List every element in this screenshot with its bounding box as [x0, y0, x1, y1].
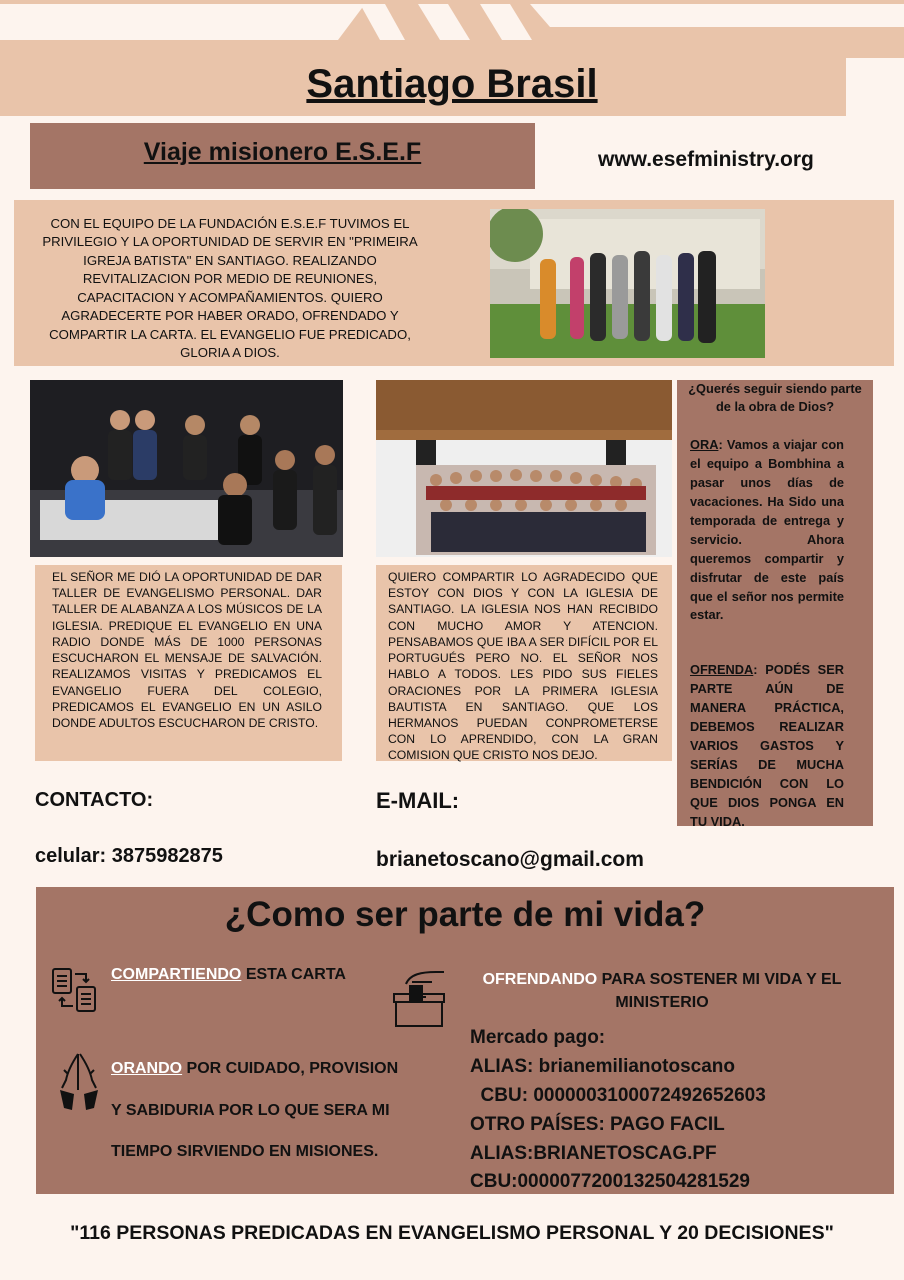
donate-text: PARA SOSTENER MI VIDA Y EL MINISTERIO [597, 971, 842, 1012]
support-title: ¿Como ser parte de mi vida? [224, 895, 706, 934]
pray-label: ORANDO [111, 1060, 183, 1077]
phone-number[interactable]: celular: 3875982875 [35, 845, 223, 867]
praying-hands-icon [56, 1050, 102, 1112]
radio-studio-photo [30, 380, 343, 557]
share-label: COMPARTIENDO [111, 966, 242, 983]
payment-details: Mercado pago: ALIAS: brianemilianotoscano CBU: 0000003100072492652603 OTRO PAÍSES: PAGO FACIL ALIAS:BRIANETOSCAG.PF CBU:0000077200132504281529 [470, 1027, 766, 1193]
ora-label: ORA [690, 437, 719, 452]
church-group-photo [376, 380, 672, 557]
support-pray [111, 1048, 411, 1173]
ofrenda-text: : PODÉS SER PARTE AÚN DE MANERA PRÁCTICA, DEBEMOS REALIZAR VARIOS GASTOS Y SERÍAS DE MUCHA BENDICIÓN CON LO QUE DIOS PONGA EN TU VIDA. [690, 662, 844, 829]
email-address[interactable]: brianetoscano@gmail.com [376, 848, 644, 871]
results-quote: "116 PERSONAS PREDICADAS EN EVANGELISMO PERSONAL Y 20 DECISIONES" [70, 1222, 834, 1244]
ministry-report-text: EL SEÑOR ME DIÓ LA OPORTUNIDAD DE DAR TALLER DE EVANGELISMO PERSONAL. DAR TALLER DE ALABANZA A LOS MÚSICOS DE LA IGLESIA. PREDIQUE EL EVANGELIO EN UNA RADIO DONDE MÁS DE 1000 PERSONAS ESCUCHARON EL MENSAJE DE SALVACIÓN. REALIZAMOS VISITAS Y PREDICAMOS EL EVANGELIO FUERA DEL COLEGIO, PREDICAMOS EL EVANGELIO EN UN ASILO DONDE ADULTOS ESCUCHARON DE CRISTO. [52, 570, 322, 730]
page-title: Santiago Brasil [306, 62, 598, 106]
pray-text: POR CUIDADO, PROVISION Y SABIDURIA POR LO QUE SERA MI TIEMPO SIRVIENDO EN MISIONES. [111, 1060, 399, 1161]
share-text: ESTA CARTA [241, 966, 346, 983]
website-link[interactable]: www.esefministry.org [598, 148, 814, 171]
sidebar-question: ¿Querés seguir siendo parte de la obra de Dios? [688, 381, 862, 414]
ofrenda-label: OFRENDA [690, 662, 754, 677]
gratitude-text: QUIERO COMPARTIR LO AGRADECIDO QUE ESTOY CON DIOS Y CON LA IGLESIA DE SANTIAGO. LA IGLESIA NOS HAN RECIBIDO CON MUCHO AMOR Y ATENCION. PENSABAMOS QUE IBA A SER DIFÍCIL POR EL PORTUGUÉS PERO NO. EL SEÑOR NOS HABLO A TODOS. LES PIDO SUS FIELES ORACIONES POR LA PRIMERA IGLESIA BAUTISTA EN SANTIAGO. QUE LOS HERMANOS PUEDAN CONPROMETERSE CON LO APRENDIDO, CON LA GRAN COMISION QUE CRISTO NOS DEJO. [388, 570, 658, 763]
sidebar-ora-paragraph [690, 436, 844, 625]
trip-subtitle: Viaje misionero E.S.E.F [143, 138, 422, 166]
contact-heading: CONTACTO: [35, 789, 154, 811]
donation-box-icon [392, 966, 446, 1028]
email-heading: E-MAIL: [376, 788, 460, 813]
donate-label: OFRENDANDO [482, 971, 598, 988]
support-share [111, 966, 346, 984]
group-photo-outdoor [490, 209, 765, 358]
share-letter-icon [50, 966, 98, 1014]
sidebar-ofrenda-paragraph [690, 661, 844, 831]
ora-text: : Vamos a viajar con el equipo a Bombhina a pasar unos días de vacaciones. Ha Sido una temporada de entrega y servicio. Ahora queremos compartir y disfrutar de este país que el señor nos permite estar. [690, 437, 844, 623]
support-donate [462, 968, 862, 1014]
intro-text: CON EL EQUIPO DE LA FUNDACIÓN E.S.E.F TUVIMOS EL PRIVILEGIO Y LA OPORTUNIDAD DE SERVIR EN "PRIMEIRA IGREJA BATISTA" EN SANTIAGO. REALIZANDO REVITALIZACION POR MEDIO DE REUNIONES, CAPACITACION Y ACOMPAÑAMIENTOS. QUIERO AGRADECERTE POR HABER ORADO, OFRENDADO Y COMPARTIR LA CARTA. EL EVANGELIO FUE PREDICADO, GLORIA A DIOS. [42, 216, 418, 361]
